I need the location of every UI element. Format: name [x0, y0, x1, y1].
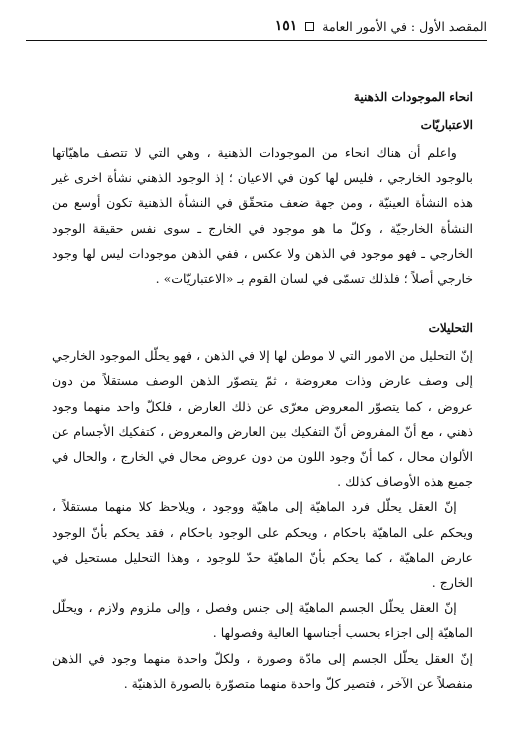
- page-number: ١٥١: [274, 18, 298, 34]
- square-ornament-icon: [305, 22, 314, 31]
- header-divider: [26, 40, 487, 41]
- paragraph: إنّ التحليل من الامور التي لا موطن لها إلا في الذهن ، فهو يحلّل الموجود الخارجي إلى وصف عارض وذات معروضة ، ثمّ يتصوّر الذهن الوصف مستقلاً من دون عروض ، كما يتصوّر المعروض معرّى عن ذلك العارض ، فلكلّ واحد منهما وجود ذهني ، مع أنّ المفروض أنّ التفكيك بين العارض والمعروض ، كتفكيك الأجسام عن الألوان محال ، كما أنّ وجود اللون من دون عروض محال في الخارج ، والحال في جميع هذه الأوصاف كذلك .: [52, 348, 473, 490]
- section-gap: [52, 291, 473, 319]
- running-head: المقصد الأول : في الأمور العامة: [322, 18, 487, 34]
- page-body: [52, 88, 473, 696]
- section-heading: انحاء الموجودات الذهنية: [353, 90, 473, 104]
- section-subheading: الاعتباريّات: [420, 118, 473, 132]
- paragraph: واعلم أن هناك انحاء من الموجودات الذهنية ، وهي التي لا تتصف ماهيّاتها بالوجود الخارجي ، فليس لها كون في الاعيان ؛ إذ الوجود الذهني نشأة اخرى غير هذه النشأة العينيّة ، ومن جهة ضعف متحقّق في النشأة الذهنية تكون أوسع من النشأة الخارجيّة ، وكلّ ما هو موجود في الخارج ـ سوى نفس حقيقة الوجود الخارجي ـ فهو موجود في الذهن ولا عكس ، ففي الذهن موجودات ليس لها وجود خارجي أصلاً ؛ فلذلك تسمّى في لسان القوم بـ «الاعتباريّات» .: [52, 145, 473, 287]
- paragraph: إنّ العقل يحلّل فرد الماهيّة إلى ماهيّة ووجود ، ويلاحظ كلا منهما مستقلاً ، ويحكم على الماهيّة باحكام ، ويحكم على الوجود باحكام ، فقد يحكم بأنّ الوجود عارض الماهيّة ، كما يحكم بأنّ الماهيّة حدّ للوجود ، وهذا التحليل مستحيل في الخارج .: [52, 499, 473, 591]
- paragraph: إنّ العقل يحلّل الجسم الماهيّة إلى جنس وفصل ، وإلى ملزوم ولازم ، ويحلّل الماهيّة إلى اجزاء بحسب أجناسها العالية وفصولها .: [52, 600, 473, 641]
- section-heading: التحليلات: [428, 321, 473, 336]
- paragraph: إنّ العقل يحلّل الجسم إلى مادّة وصورة ، ولكلّ واحدة منهما وجود في الذهن منفصلاً عن الآخر ، فتصير كلّ واحدة منهما متصوّرة بالصورة الذهنيّة .: [52, 650, 473, 691]
- page-header: [26, 14, 487, 38]
